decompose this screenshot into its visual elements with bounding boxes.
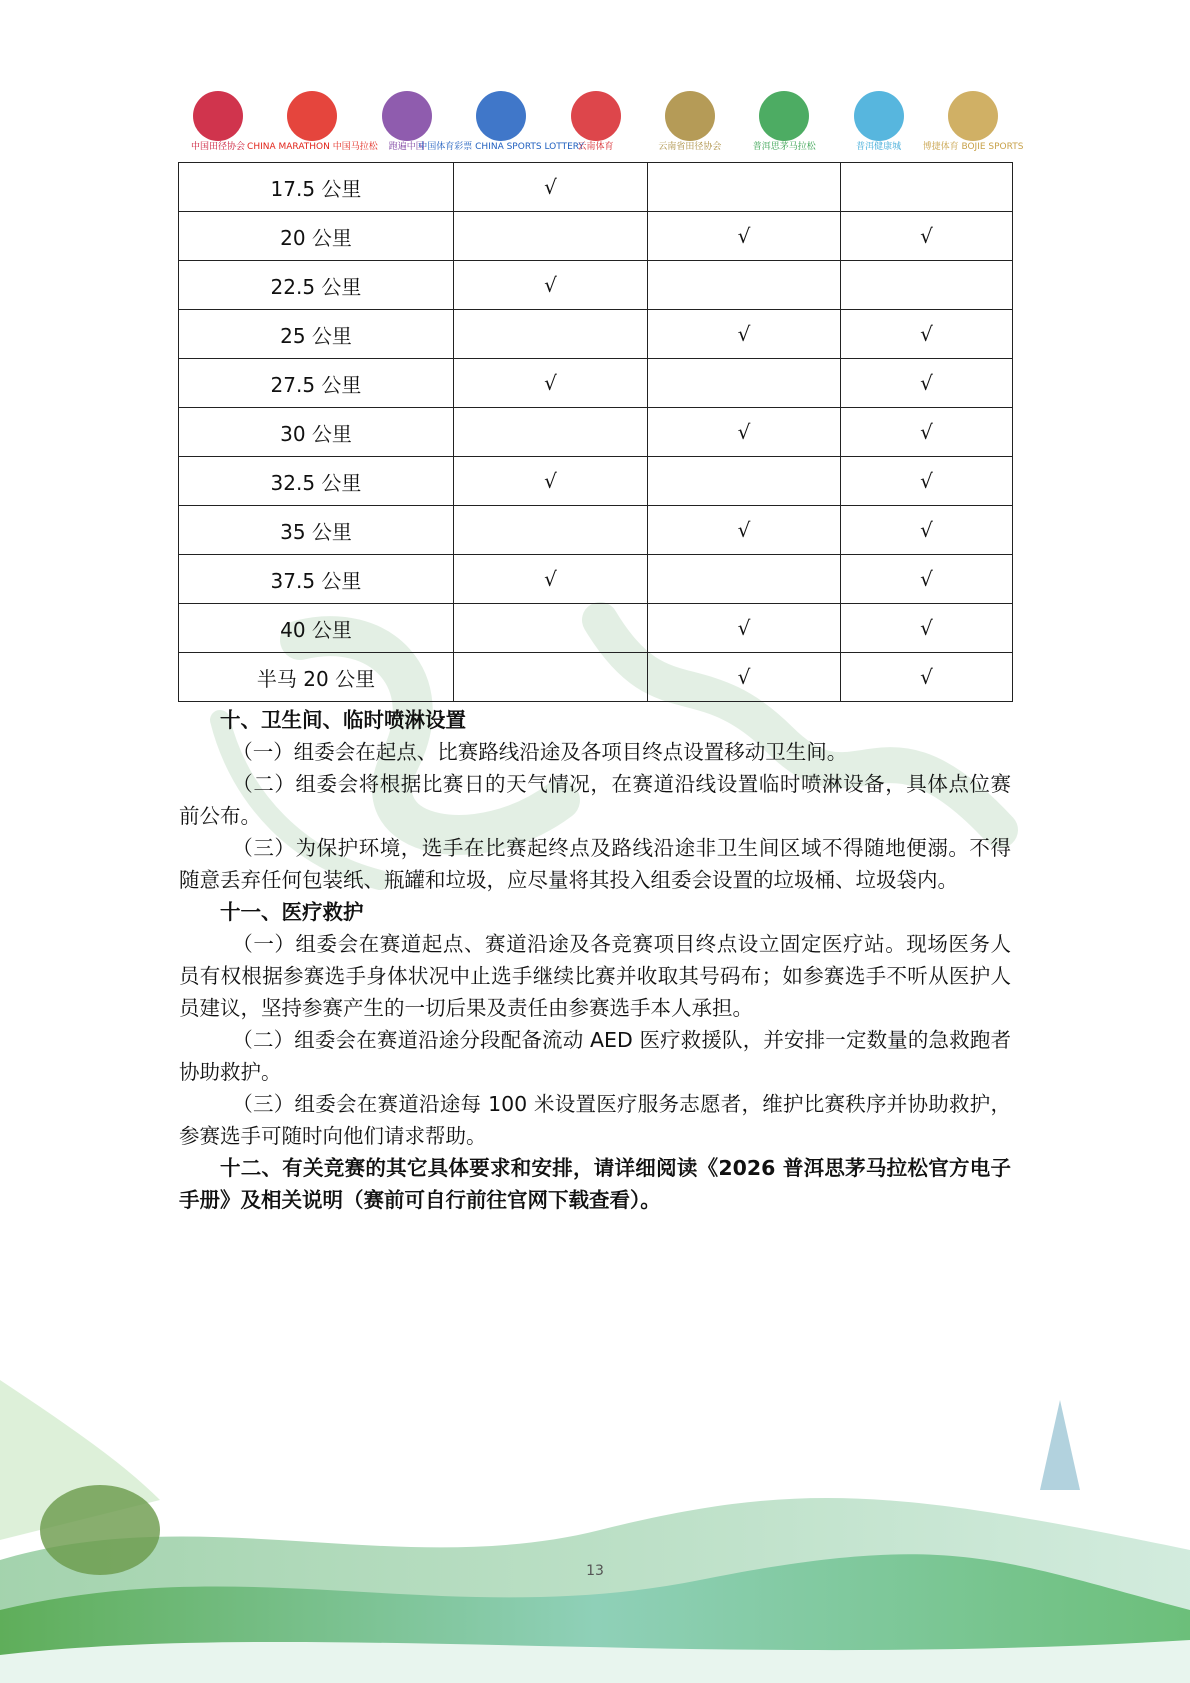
logo-chinese-athletics-association xyxy=(178,87,258,157)
distance-table xyxy=(178,162,1013,702)
check-cell: √ xyxy=(841,555,1013,604)
check-cell: √ xyxy=(841,408,1013,457)
table-row xyxy=(179,604,1013,653)
logo-text: 中国田径协会 xyxy=(190,142,245,153)
logo-text: 跑遍中国 xyxy=(388,142,425,153)
check-cell xyxy=(454,604,648,653)
check-cell xyxy=(648,457,841,506)
check-cell xyxy=(648,163,841,212)
paragraph: （一）组委会在赛道起点、赛道沿途及各竞赛项目终点设立固定医疗站。现场医务人员有权根据参赛选手身体状况中止选手继续比赛并收取其号码布；如参赛选手不听从医护人员建议，坚持参赛产生的一切后果及责任由参赛选手本人承担。 xyxy=(179,932,1011,1020)
distance-cell: 35 公里 xyxy=(179,506,454,555)
distance-cell: 半马 20 公里 xyxy=(179,653,454,702)
distance-cell: 25 公里 xyxy=(179,310,454,359)
check-cell: √ xyxy=(648,506,841,555)
logo-yunnan-sports xyxy=(556,87,636,157)
logo-text: 云南体育 xyxy=(577,142,614,153)
check-cell xyxy=(648,261,841,310)
check-cell: √ xyxy=(648,408,841,457)
page-number: 13 xyxy=(586,1563,604,1579)
check-cell: √ xyxy=(454,555,648,604)
table-row xyxy=(179,653,1013,702)
logo-text: 普洱思茅马拉松 xyxy=(752,142,816,153)
paragraph: （一）组委会在起点、比赛路线沿途及各项目终点设置移动卫生间。 xyxy=(232,740,848,764)
check-cell: √ xyxy=(841,653,1013,702)
check-cell: √ xyxy=(841,604,1013,653)
table-row xyxy=(179,163,1013,212)
check-cell xyxy=(454,310,648,359)
distance-cell: 37.5 公里 xyxy=(179,555,454,604)
check-cell xyxy=(454,653,648,702)
logo-text: 中国体育彩票 CHINA SPORTS LOTTERY xyxy=(418,142,584,153)
china-marathon-emblem xyxy=(287,91,337,141)
distance-cell: 17.5 公里 xyxy=(179,163,454,212)
table-row xyxy=(179,555,1013,604)
distance-cell: 22.5 公里 xyxy=(179,261,454,310)
paragraph: （三）为保护环境，选手在比赛起终点及路线沿途非卫生间区域不得随地便溺。不得随意丢弃任何包装纸、瓶罐和垃圾，应尽量将其投入组委会设置的垃圾桶、垃圾袋内。 xyxy=(179,836,1011,892)
check-cell: √ xyxy=(648,604,841,653)
check-cell: √ xyxy=(648,653,841,702)
logo-china-marathon xyxy=(247,87,378,157)
check-cell: √ xyxy=(841,212,1013,261)
sponsor-logos xyxy=(178,86,1024,158)
puer-health-emblem xyxy=(854,91,904,141)
logo-text: 普洱健康城 xyxy=(856,142,902,153)
table-row xyxy=(179,212,1013,261)
check-cell xyxy=(648,359,841,408)
distance-cell: 30 公里 xyxy=(179,408,454,457)
logo-puer-simao-marathon xyxy=(744,87,824,157)
chinese-athletics-association-emblem xyxy=(193,91,243,141)
check-cell xyxy=(648,555,841,604)
distance-cell: 40 公里 xyxy=(179,604,454,653)
yunnan-sports-emblem xyxy=(571,91,621,141)
paragraph: （二）组委会在赛道沿途分段配备流动 AED 医疗救援队，并安排一定数量的急救跑者协助救护。 xyxy=(179,1028,1011,1084)
check-cell: √ xyxy=(841,506,1013,555)
table-row xyxy=(179,506,1013,555)
distance-cell: 20 公里 xyxy=(179,212,454,261)
check-cell: √ xyxy=(454,261,648,310)
paragraph: （三）组委会在赛道沿途每 100 米设置医疗服务志愿者，维护比赛秩序并协助救护，参赛选手可随时向他们请求帮助。 xyxy=(179,1092,1011,1148)
table-row xyxy=(179,310,1013,359)
check-cell xyxy=(454,212,648,261)
table-row xyxy=(179,457,1013,506)
section-heading: 十、卫生间、临时喷淋设置 xyxy=(220,708,466,732)
paragraph: （二）组委会将根据比赛日的天气情况，在赛道沿线设置临时喷淋设备，具体点位赛前公布。 xyxy=(179,772,1011,828)
table-row xyxy=(179,261,1013,310)
distance-cell: 32.5 公里 xyxy=(179,457,454,506)
logo-puer-health xyxy=(839,87,919,157)
run-china-emblem xyxy=(382,91,432,141)
logo-text: 云南省田径协会 xyxy=(658,142,722,153)
yunnan-athletics-emblem xyxy=(665,91,715,141)
check-cell: √ xyxy=(454,163,648,212)
body-text xyxy=(179,704,1011,1216)
distance-cell: 27.5 公里 xyxy=(179,359,454,408)
puer-simao-marathon-emblem xyxy=(759,91,809,141)
check-cell: √ xyxy=(648,212,841,261)
logo-text: 博捷体育 BOJIE SPORTS xyxy=(922,142,1024,153)
check-cell: √ xyxy=(841,457,1013,506)
check-cell: √ xyxy=(454,359,648,408)
china-sports-lottery-emblem xyxy=(476,91,526,141)
check-cell: √ xyxy=(841,359,1013,408)
check-cell xyxy=(454,506,648,555)
section-heading: 十二、有关竞赛的其它具体要求和安排，请详细阅读《2026 普洱思茅马拉松官方电子手册》及相关说明（赛前可自行前往官网下载查看）。 xyxy=(179,1156,1011,1212)
check-cell xyxy=(841,261,1013,310)
section-heading: 十一、医疗救护 xyxy=(220,900,364,924)
logo-bojie-sports xyxy=(922,87,1024,157)
check-cell xyxy=(454,408,648,457)
logo-china-sports-lottery xyxy=(418,87,584,157)
check-cell: √ xyxy=(648,310,841,359)
check-cell: √ xyxy=(841,310,1013,359)
table-row xyxy=(179,408,1013,457)
logo-yunnan-athletics xyxy=(650,87,730,157)
check-cell: √ xyxy=(454,457,648,506)
landscape-footer-illustration xyxy=(0,1380,1190,1683)
check-cell xyxy=(841,163,1013,212)
logo-text: CHINA MARATHON 中国马拉松 xyxy=(247,142,378,153)
table-row xyxy=(179,359,1013,408)
bojie-sports-emblem xyxy=(948,91,998,141)
